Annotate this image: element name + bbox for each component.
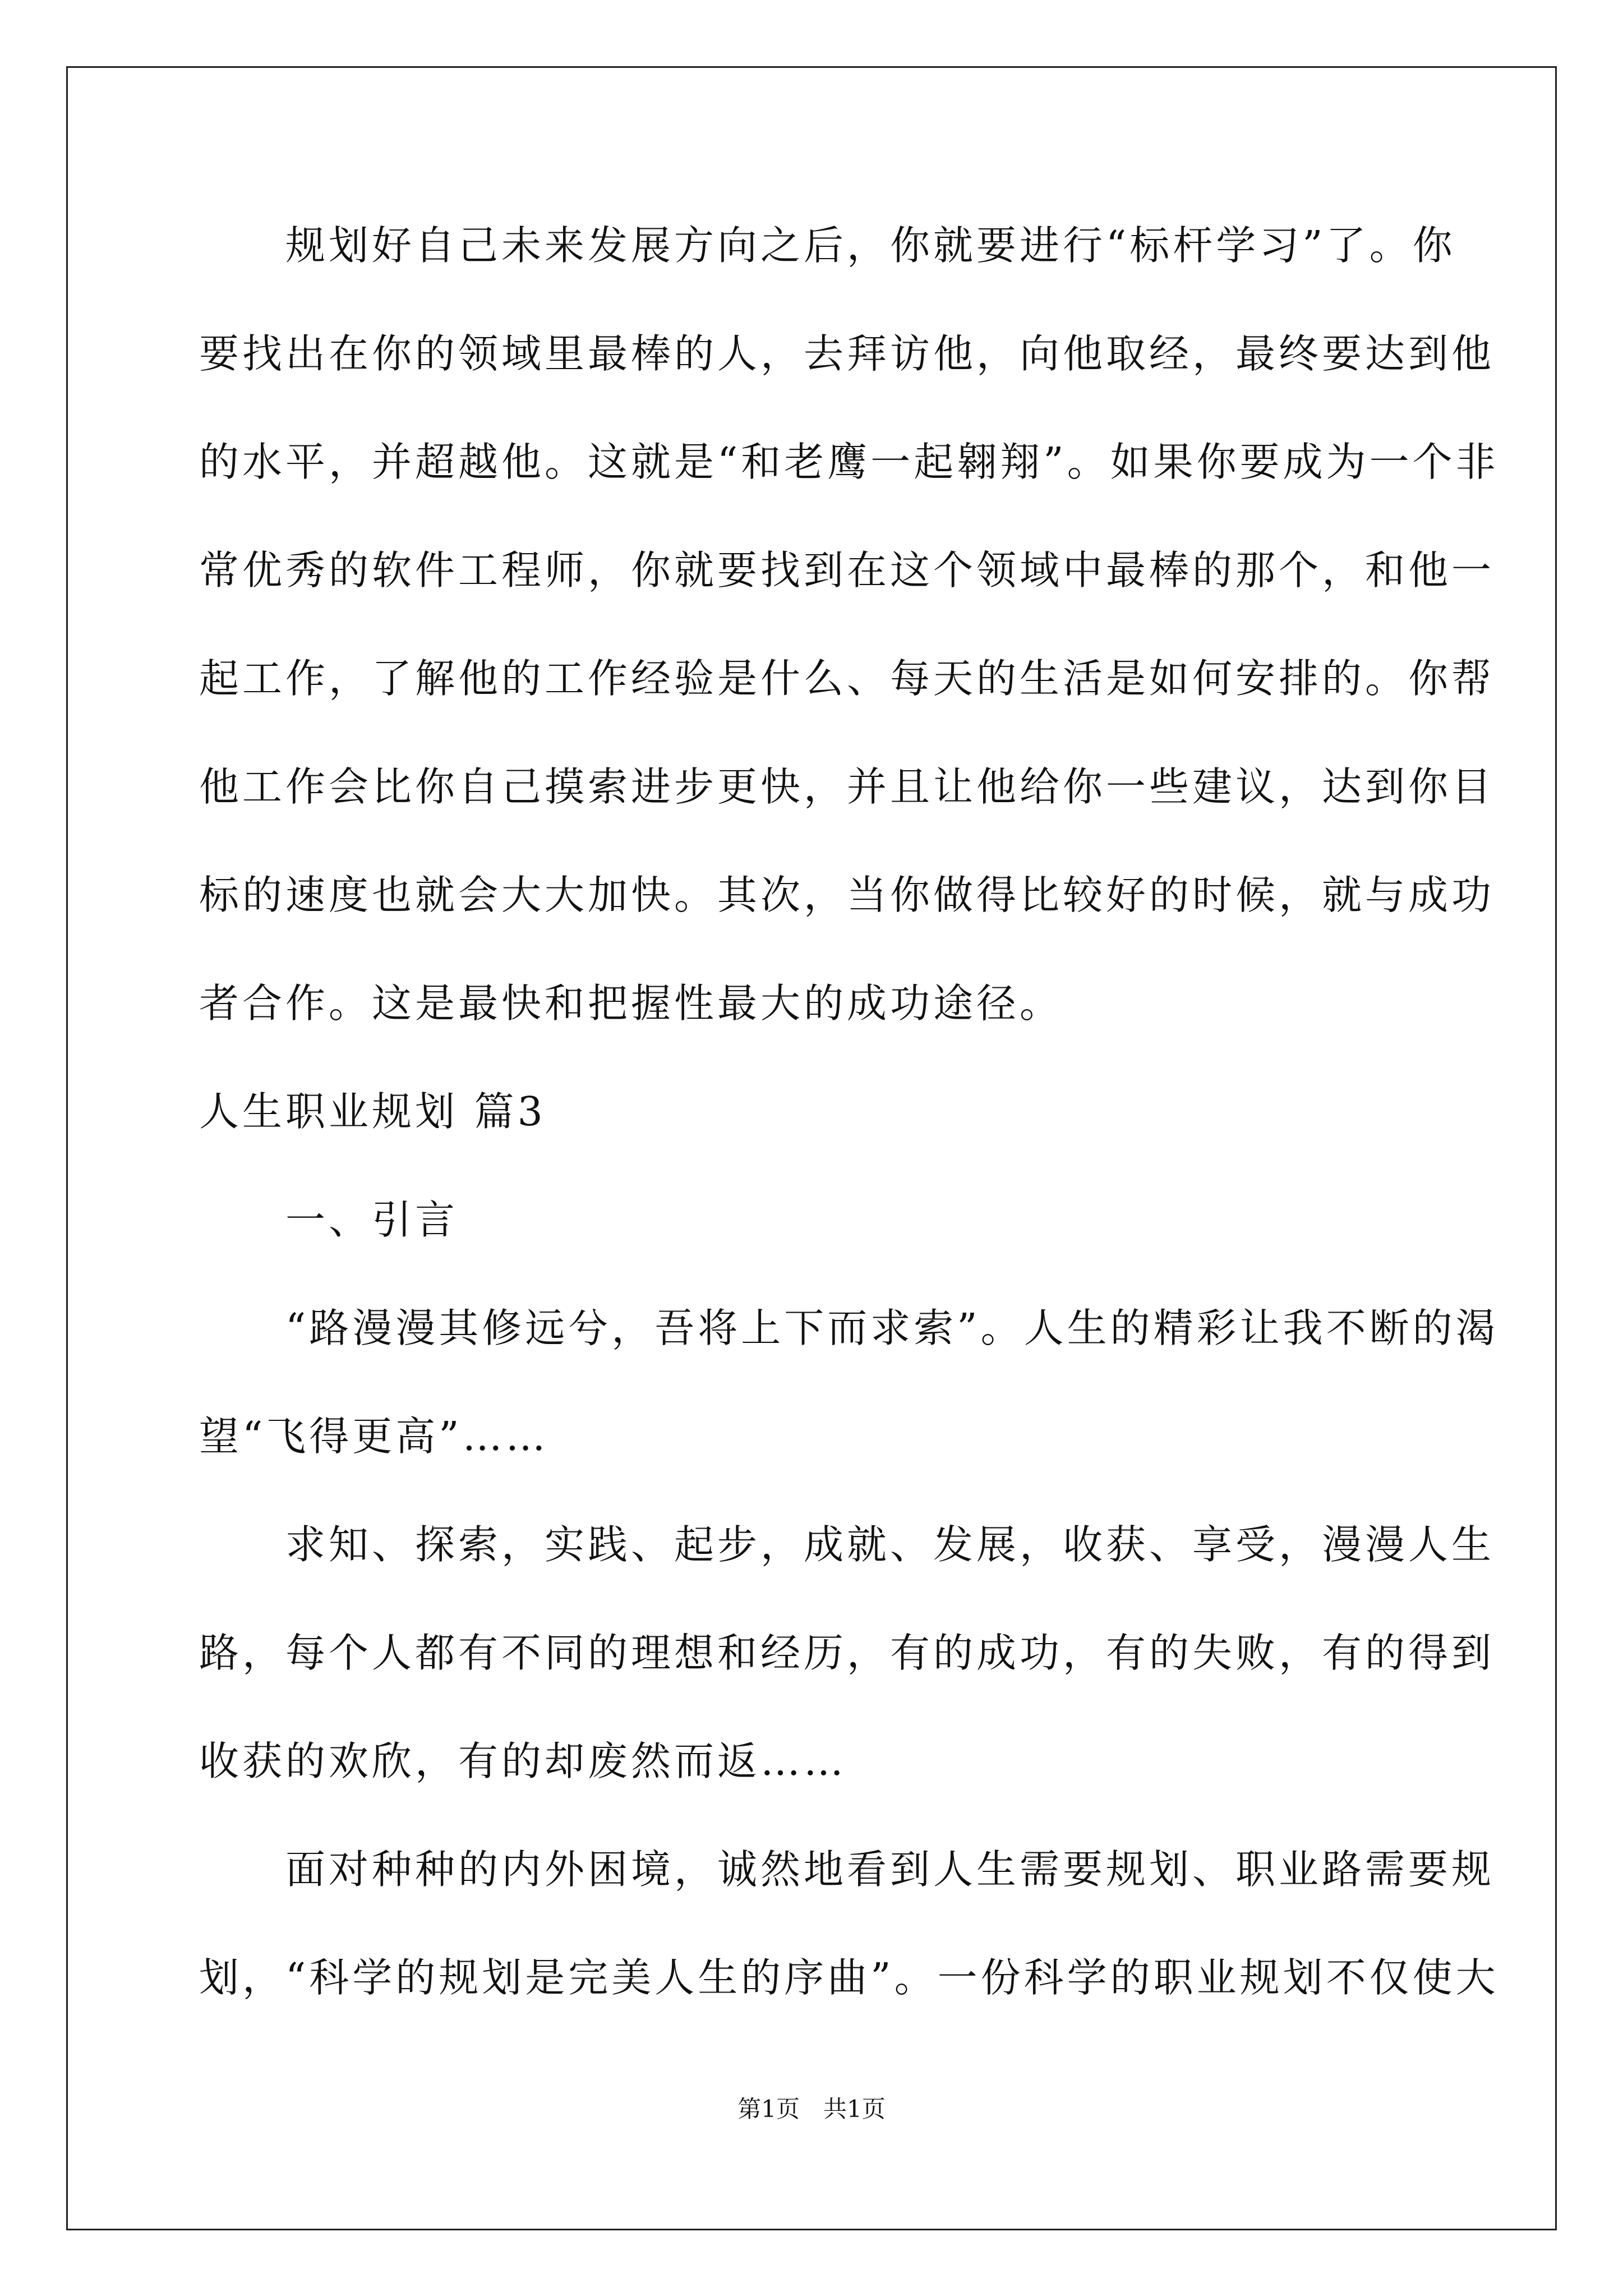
text-line: 的水平，并超越他。这就是“和老鹰一起翱翔”。如果你要成为一个非 (199, 439, 1499, 485)
text-line: 收获的欢欣，有的却废然而返…… (199, 1738, 847, 1784)
text-line: 面对种种的内外困境，诚然地看到人生需要规划、职业路需要规 (199, 1846, 1495, 1893)
text-line: 他工作会比你自己摸索进步更快，并且让他给你一些建议，达到你目 (199, 763, 1495, 810)
page-footer: 第1页 共1页 (737, 2095, 886, 2123)
text-line: 要找出在你的领域里最棒的人，去拜访他，向他取经，最终要达到他 (199, 330, 1495, 377)
page-border (66, 66, 1557, 2230)
text-line: 者合作。这是最快和把握性最大的成功途径。 (199, 980, 1063, 1027)
text-line: 标的速度也就会大大加快。其次，当你做得比较好的时候，就与成功 (199, 872, 1495, 918)
text-line: 路，每个人都有不同的理想和经历，有的成功，有的失败，有的得到 (199, 1630, 1495, 1676)
text-line: 起工作，了解他的工作经验是什么、每天的生活是如何安排的。你帮 (199, 655, 1495, 702)
text-line: 常优秀的软件工程师，你就要找到在这个领域中最棒的那个，和他一 (199, 547, 1495, 593)
text-line: 规划好自己未来发展方向之后，你就要进行“标杆学习”了。你 (199, 222, 1456, 269)
subsection-heading: 一、引言 (199, 1197, 459, 1243)
section-heading: 人生职业规划 篇3 (199, 1088, 546, 1135)
text-line: “路漫漫其修远兮，吾将上下而求索”。人生的精彩让我不断的渴 (199, 1305, 1499, 1351)
text-line: 望“飞得更高”…… (199, 1413, 549, 1460)
text-line: 划，“科学的规划是完美人生的序曲”。一份科学的职业规划不仅使大 (199, 1954, 1499, 2001)
text-line: 求知、探索，实践、起步，成就、发展，收获、享受，漫漫人生 (199, 1521, 1495, 1568)
